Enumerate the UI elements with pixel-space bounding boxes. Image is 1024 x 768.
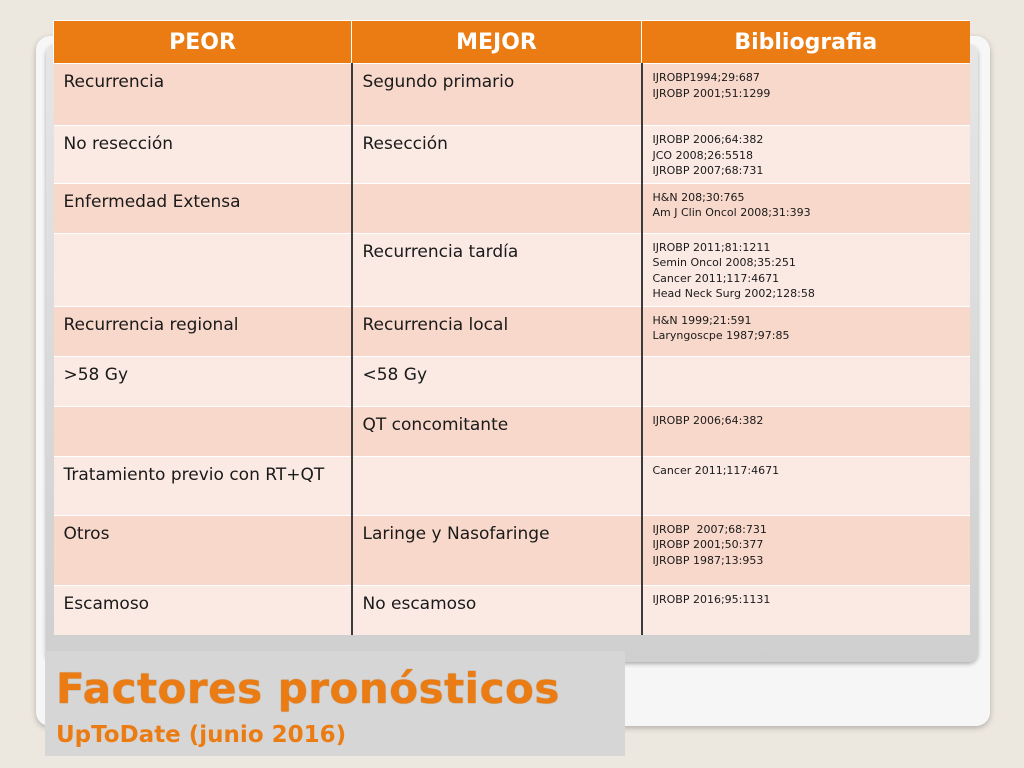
cell-bibliografia — [642, 356, 970, 406]
cell-bibliografia — [642, 126, 970, 184]
cell-mejor: QT concomitante — [352, 406, 642, 456]
cell-peor: Recurrencia — [54, 64, 352, 126]
cell-peor: No resección — [54, 126, 352, 184]
reference-line: JCO 2008;26:5518 — [652, 148, 753, 162]
cell-peor: Enfermedad Extensa — [54, 183, 352, 233]
reference-line: Cancer 2011;117:4671 — [652, 463, 780, 477]
cell-bibliografia — [642, 306, 970, 356]
cell-bibliografia — [642, 515, 970, 585]
reference-line: IJROBP 2006;64:382 — [652, 133, 764, 146]
slide-title: Factores pronósticos — [56, 664, 560, 713]
cell-peor: Escamoso — [54, 585, 352, 635]
cell-bibliografia — [642, 406, 970, 456]
cell-peor: >58 Gy — [54, 356, 352, 406]
reference-line: IJROBP 2007;68:731 — [652, 164, 764, 177]
cell-mejor: Resección — [352, 126, 642, 184]
slide-subtitle: UpToDate (junio 2016) — [56, 722, 347, 748]
table-row — [54, 233, 970, 306]
table-row — [54, 64, 970, 126]
cell-mejor — [352, 183, 642, 233]
cell-peor — [54, 233, 352, 306]
reference-line: Semin Oncol 2008;35:251 — [652, 256, 796, 269]
reference-line: IJROBP 2007;68:731 — [652, 522, 767, 536]
reference-line: IJROBP 1987;13:953 — [652, 553, 764, 567]
header-mejor: MEJOR — [352, 21, 642, 64]
cell-mejor: <58 Gy — [352, 356, 642, 406]
cell-mejor: Recurrencia tardía — [352, 233, 642, 306]
reference-line: H&N 208;30:765 — [652, 190, 745, 204]
cell-bibliografia — [642, 183, 970, 233]
table-row — [54, 406, 970, 456]
reference-line: IJROBP 2011;81:1211 — [652, 240, 771, 254]
table-row — [54, 515, 970, 585]
cell-mejor: Laringe y Nasofaringe — [352, 515, 642, 585]
reference-line: IJROBP 2016;95:1131 — [652, 592, 771, 606]
cell-mejor: No escamoso — [352, 585, 642, 635]
cell-bibliografia — [642, 585, 970, 635]
cell-mejor: Recurrencia local — [352, 306, 642, 356]
table-row — [54, 356, 970, 406]
header-bibliografia: Bibliografia — [642, 21, 970, 64]
cell-bibliografia — [642, 233, 970, 306]
header-peor: PEOR — [54, 21, 352, 64]
cell-bibliografia — [642, 456, 970, 515]
table-row — [54, 585, 970, 635]
cell-peor — [54, 406, 352, 456]
reference-line: Cancer 2011;117:4671 — [652, 271, 780, 285]
table-row — [54, 306, 970, 356]
cell-mejor — [352, 456, 642, 515]
table-row — [54, 456, 970, 515]
table-row — [54, 126, 970, 184]
reference-line: IJROBP 2006;64:382 — [652, 413, 764, 427]
cell-peor: Recurrencia regional — [54, 306, 352, 356]
reference-line: IJROBP1994;29:687 — [652, 71, 760, 84]
table-row — [54, 183, 970, 233]
reference-line: H&N 1999;21:591 — [652, 313, 752, 327]
cell-peor: Tratamiento previo con RT+QT — [54, 456, 352, 515]
reference-line: IJROBP 2001;50:377 — [652, 538, 764, 551]
reference-line: IJROBP 2001;51:1299 — [652, 86, 771, 100]
cell-mejor: Segundo primario — [352, 64, 642, 126]
prognostic-factors-table — [53, 20, 970, 635]
reference-line: Head Neck Surg 2002;128:58 — [652, 287, 815, 300]
cell-bibliografia — [642, 64, 970, 126]
reference-line: Laryngoscpe 1987;97:85 — [652, 329, 790, 342]
table-header-row — [54, 21, 970, 64]
reference-line: Am J Clin Oncol 2008;31:393 — [652, 206, 811, 219]
cell-peor: Otros — [54, 515, 352, 585]
